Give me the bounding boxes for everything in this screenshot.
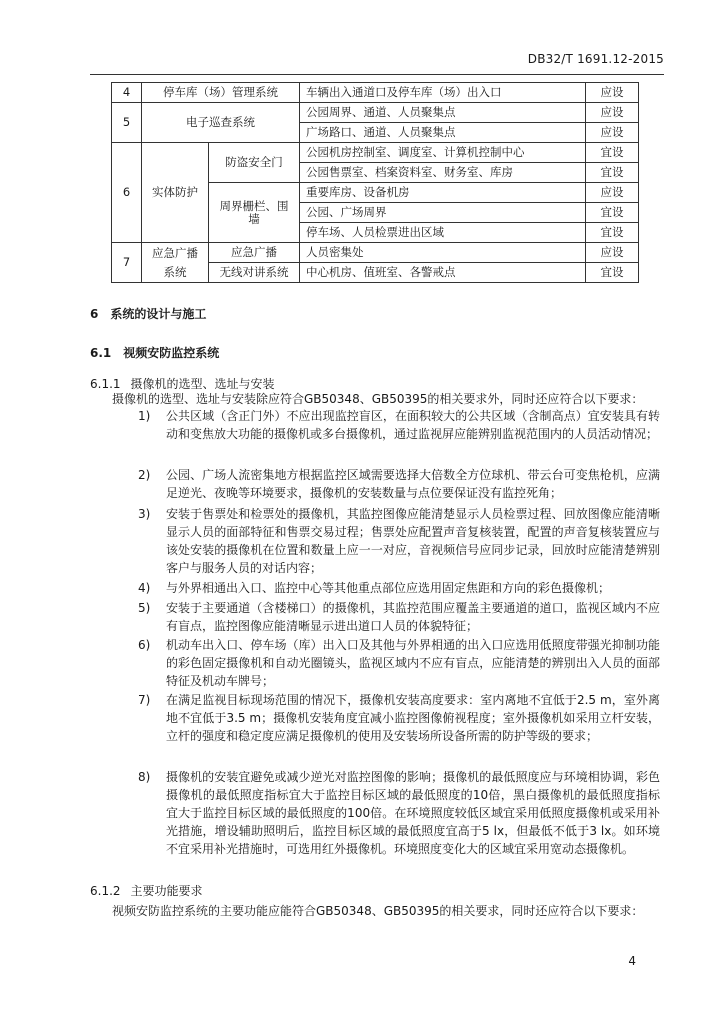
system-name: 应急广播系统	[142, 243, 209, 283]
row-number: 7	[112, 243, 142, 283]
item-text: 在满足监视目标现场范围的情况下，摄像机安装高度要求：室内离地不宜低于2.5 m，室外离地不宜低于3.5 m；摄像机安装角度宜减小监控图像俯视程度；室外摄像机如采用立杆安装，立杆的强度和稳定度应满足摄像机的使用及安装场所设备所需的防护等级的要求；	[166, 693, 660, 743]
list-item	[138, 505, 660, 577]
location-cell: 公园、广场周界	[300, 203, 586, 223]
requirement-cell: 宜设	[586, 143, 639, 163]
section-6-1-heading	[90, 344, 219, 361]
location-cell: 公园售票室、档案资料室、财务室、库房	[300, 163, 586, 183]
list-item	[138, 768, 660, 858]
location-cell: 车辆出入通道口及停车库（场）出入口	[300, 83, 586, 103]
system-name: 实体防护	[142, 143, 209, 243]
row-number: 6	[112, 143, 142, 243]
subsystem-name: 无线对讲系统	[209, 263, 300, 283]
section-number: 6.1.2	[90, 884, 121, 898]
list-item	[138, 599, 660, 635]
section-6-1-2-heading	[90, 882, 203, 899]
section-6-1-2-lead: 视频安防监控系统的主要功能应能符合GB50348、GB50395的相关要求，同时还应符合以下要求：	[112, 904, 644, 918]
requirement-cell: 应设	[586, 243, 639, 263]
location-cell: 公园机房控制室、调度室、计算机控制中心	[300, 143, 586, 163]
section-title: 主要功能要求	[130, 884, 203, 898]
doc-code: DB32/T 1691.12-2015	[527, 52, 664, 66]
list-item	[138, 466, 660, 502]
page-number: 4	[628, 954, 636, 968]
requirements-table	[111, 82, 639, 283]
item-text: 与外界相通出入口、监控中心等其他重点部位应选用固定焦距和方向的彩色摄像机；	[166, 581, 611, 595]
section-6-1-1-lead: 摄像机的选型、选址与安装除应符合GB50348、GB50395的相关要求外，同时还应符合以下要求：	[112, 392, 644, 406]
system-name: 停车库（场）管理系统	[142, 83, 300, 103]
header-rule	[90, 74, 664, 75]
section-title: 系统的设计与施工	[110, 307, 207, 321]
system-name: 电子巡查系统	[142, 103, 300, 143]
item-text: 机动车出入口、停车场（库）出入口及其他与外界相通的出入口应选用低照度带强光抑制功能的彩色固定摄像机和自动光圈镜头，监视区域内不应有盲点，应能清楚的辨别出入人员的面部特征及机动车牌号；	[166, 638, 660, 688]
table-row	[112, 243, 639, 263]
location-cell: 中心机房、值班室、各警戒点	[300, 263, 586, 283]
item-text: 公共区域（含正门外）不应出现监控盲区，在面积较大的公共区域（含制高点）宜安装具有转动和变焦放大功能的摄像机或多台摄像机，通过监视屏应能辨别监视范围内的人员活动情况；	[166, 409, 660, 441]
section-title: 摄像机的选型、选址与安装	[130, 377, 275, 391]
requirement-cell: 应设	[586, 123, 639, 143]
list-item	[138, 636, 660, 690]
section-6-heading	[90, 305, 206, 322]
row-number: 4	[112, 83, 142, 103]
item-number: 3)	[138, 507, 151, 521]
item-number: 6)	[138, 638, 151, 652]
requirement-cell: 应设	[586, 183, 639, 203]
location-cell: 人员密集处	[300, 243, 586, 263]
table-row	[112, 83, 639, 103]
section-number: 6.1	[90, 346, 112, 360]
item-number: 5)	[138, 601, 151, 615]
subsystem-name: 周界栅栏、围墙	[209, 183, 300, 243]
location-cell: 公园周界、通道、人员聚集点	[300, 103, 586, 123]
item-text: 公园、广场人流密集地方根据监控区域需要选择大倍数全方位球机、带云台可变焦枪机，应满足逆光、夜晚等环境要求，摄像机的安装数量与点位要保证没有监控死角；	[166, 468, 660, 500]
list-item	[138, 579, 660, 597]
section-title: 视频安防监控系统	[123, 346, 220, 360]
location-cell: 停车场、人员检票进出区域	[300, 223, 586, 243]
requirement-cell: 宜设	[586, 263, 639, 283]
subsystem-name: 应急广播	[209, 243, 300, 263]
list-item	[138, 691, 660, 745]
list-item	[138, 407, 660, 443]
item-text: 安装于售票处和检票处的摄像机，其监控图像应能清楚显示人员检票过程、回放图像应能清晰显示人员的面部特征和售票交易过程；售票处应配置声音复核装置，配置的声音复核装置应与该处安装的摄像机在位置和数量上应一一对应，音视频信号应同步记录，回放时应能清楚辨别客户与服务人员的对话内容；	[166, 507, 660, 575]
requirement-cell: 应设	[586, 83, 639, 103]
requirement-cell: 宜设	[586, 223, 639, 243]
requirement-cell: 应设	[586, 103, 639, 123]
subsystem-name: 防盗安全门	[209, 143, 300, 183]
item-number: 7)	[138, 693, 151, 707]
row-number: 5	[112, 103, 142, 143]
location-cell: 重要库房、设备机房	[300, 183, 586, 203]
item-number: 1)	[138, 409, 151, 423]
section-number: 6	[90, 307, 99, 321]
item-text: 摄像机的安装宜避免或减少逆光对监控图像的影响；摄像机的最低照度应与环境相协调，彩色摄像机的最低照度指标宜大于监控目标区域的最低照度的10倍，黑白摄像机的最低照度指标宜大于监控目标区域的最低照度的100倍。在环境照度较低区域宜采用低照度摄像机或采用补光措施，增设辅助照明后，监控目标区域的最低照度宜高于5 lx，但最低不低于3 lx。如环境不宜采用补光措施时，可选用红外摄像机。环境照度变化大的区域宜采用宽动态摄像机。	[166, 770, 660, 856]
item-number: 2)	[138, 468, 151, 482]
location-cell: 广场路口、通道、人员聚集点	[300, 123, 586, 143]
requirement-cell: 宜设	[586, 203, 639, 223]
table-row	[112, 103, 639, 123]
section-number: 6.1.1	[90, 377, 121, 391]
table-row	[112, 143, 639, 163]
requirement-cell: 宜设	[586, 163, 639, 183]
item-text: 安装于主要通道（含楼梯口）的摄像机，其监控范围应覆盖主要通道的道口，监视区域内不应有盲点，监控图像应能清晰显示进出道口人员的体貌特征；	[166, 601, 660, 633]
item-number: 4)	[138, 581, 151, 595]
item-number: 8)	[138, 770, 151, 784]
